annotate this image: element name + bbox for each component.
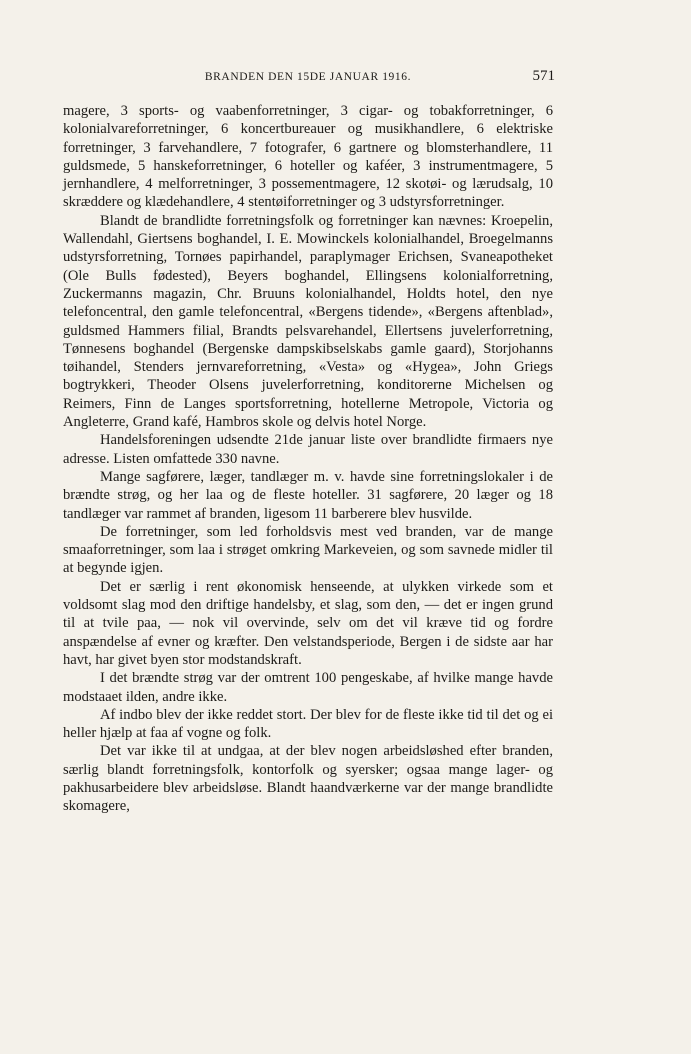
running-header-title: BRANDEN DEN 15DE JANUAR 1916.: [204, 71, 412, 83]
body-text: [63, 102, 553, 816]
running-header: [63, 68, 553, 88]
page-number: 571: [532, 68, 555, 84]
paragraph: De forretninger, som led forholdsvis mest ved branden, var de mange smaaforretninger, som laa i strøget omkring Markeveien, og som savnede midler til at begynde igjen.: [63, 523, 553, 577]
paragraph: Blandt de brandlidte forretningsfolk og forretninger kan nævnes: Kroepelin, Wallendahl, Giertsens boghandel, I. E. Mowinckels kolonialhandel, Broegelmanns udstyrsforretning, Tornøes papirhandel, paraplymager Erichsen, Svaneapotheket (Ole Bulls fødested), Beyers boghandel, Ellingsens kolonialforretning, Zuckermanns magazin, Chr. Bruuns kolonialhandel, Holdts hotel, den nye telefoncentral, den gamle telefoncentral, «Bergens tidende», «Bergens aftenblad», guldsmed Hammers filial, Brandts pelsvarehandel, Ellertsens juvelerforretning, Tønnesens boghandel (Bergenske dampskibselskabs gamle gaard), Storjohanns tøihandel, Stenders jernvareforretning, «Vesta» og «Hygea», John Griegs bogtrykkeri, Theoder Olsens juvelerforretning, konditorerne Michelsen og Reimers, Finn de Langes sportsforretning, hotellerne Metropole, Victoria og Angleterre, Grand kafé, Hambros skole og delvis hotel Norge.: [63, 212, 553, 431]
paragraph: Handelsforeningen udsendte 21de januar liste over brandlidte firmaers nye adresse. Listen omfattede 330 navne.: [63, 432, 553, 467]
paragraph: Det er særlig i rent økonomisk henseende, at ulykken virkede som et voldsomt slag mod den driftige handelsby, et slag, som den, — det er ingen grund til at tvile paa, — nok vil overvinde, selv om det vil kræve tid og fordre anspændelse af evner og kræfter. Den velstandsperiode, Bergen i de sidste aar har havt, har givet byen stor modstandskraft.: [63, 578, 553, 668]
paragraph: Mange sagførere, læger, tandlæger m. v. havde sine forretningslokaler i de brændte strøg, og her laa og de fleste hoteller. 31 sagførere, 20 læger og 18 tandlæger var rammet af branden, ligesom 11 barberere blev husvilde.: [63, 468, 553, 522]
paragraph: I det brændte strøg var der omtrent 100 pengeskabe, af hvilke mange havde modstaaet ilden, andre ikke.: [63, 670, 553, 705]
paragraph: Det var ikke til at undgaa, at der blev nogen arbeidsløshed efter branden, særlig blandt forretningsfolk, kontorfolk og syersker; ogsaa mange lager- og pakhusarbeidere blev arbeidsløse. Blandt haandværkerne var der mange brandlidte skomagere,: [63, 743, 553, 815]
paragraph: magere, 3 sports- og vaabenforretninger, 3 cigar- og tobakforretninger, 6 kolonialvareforretninger, 6 koncertbureauer og musikhandlere, 6 elektriske forretninger, 3 farvehandlere, 7 fotografer, 6 gartnere og blomsterhandlere, 11 guldsmede, 5 hanskeforretninger, 6 hoteller og kaféer, 3 instrumentmagere, 5 jernhandlere, 4 melforretninger, 3 possementmagere, 12 skotøi- og lærudsalg, 10 skræddere og klædehandlere, 4 stentøiforretninger og 3 udstyrsforretninger.: [63, 103, 553, 211]
paragraph: Af indbo blev der ikke reddet stort. Der blev for de fleste ikke tid til det og ei heller hjælp at faa af vogne og folk.: [63, 706, 553, 742]
